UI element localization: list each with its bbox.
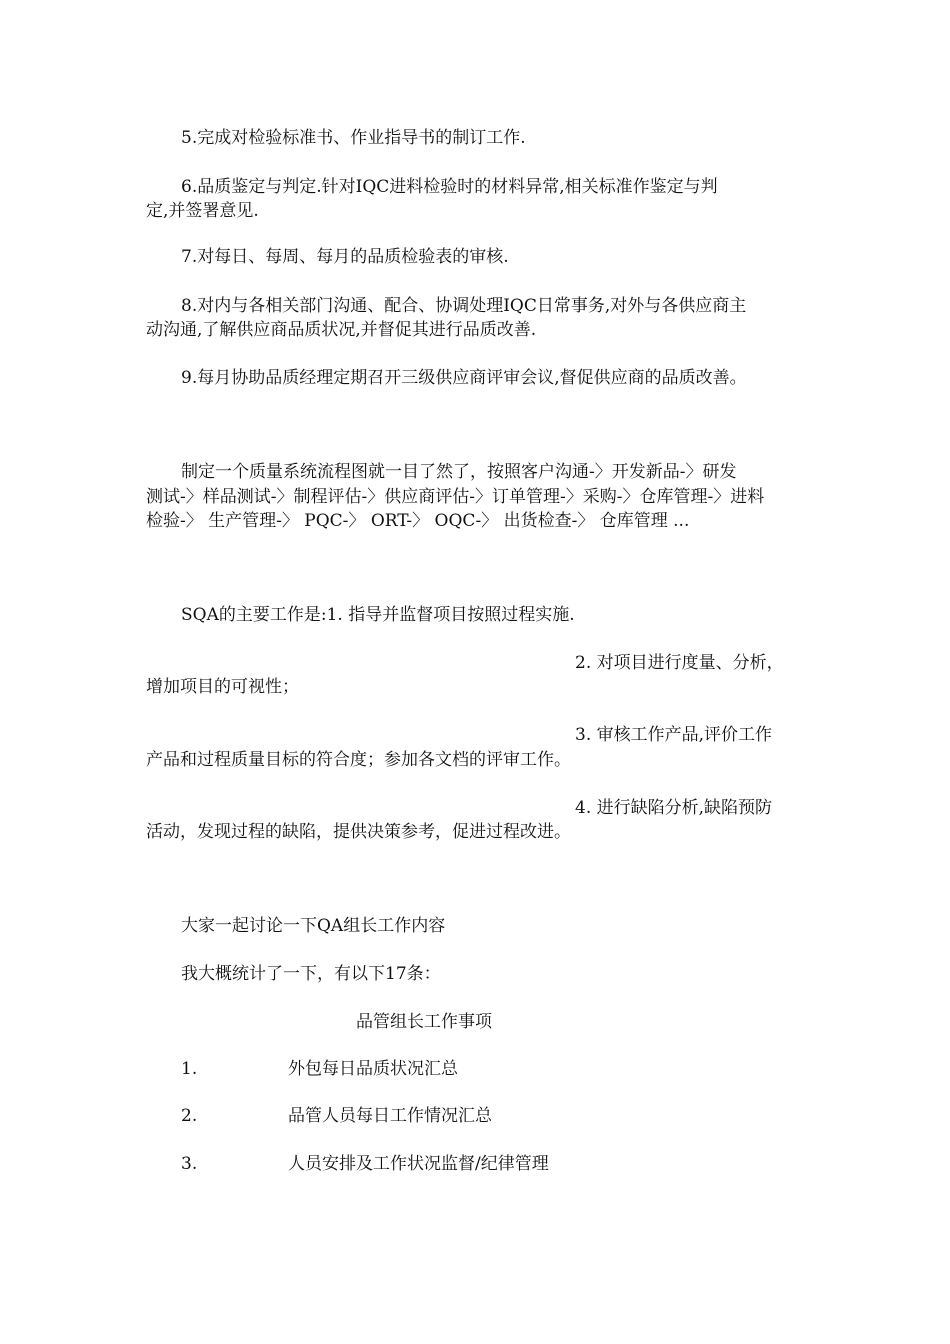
sqa-item-3-line-1: 3. 审核工作产品,评价工作 — [575, 725, 773, 745]
list-item-number: 2. — [181, 1106, 198, 1126]
flow-line-2: 测试-〉样品测试-〉制程评估-〉供应商评估-〉订单管理-〉采购-〉仓库管理-〉进料 — [146, 487, 765, 507]
paragraph-5: 5.完成对检验标准书、作业指导书的制订工作. — [181, 128, 526, 148]
paragraph-8-line-2: 动沟通,了解供应商品质状况,并督促其进行品质改善. — [146, 320, 537, 340]
qa-list-title: 品管组长工作事项 — [356, 1012, 492, 1032]
sqa-item-2-line-1: 2. 对项目进行度量、分析， — [575, 653, 784, 673]
qa-discuss: 大家一起讨论一下QA组长工作内容 — [181, 916, 446, 936]
qa-count: 我大概统计了一下，有以下17条： — [181, 964, 441, 984]
list-item-number: 1. — [181, 1059, 198, 1079]
sqa-item-4-line-2: 活动，发现过程的缺陷，提供决策参考，促进过程改进。 — [146, 822, 571, 842]
paragraph-9: 9.每月协助品质经理定期召开三级供应商评审会议,督促供应商的品质改善。 — [181, 368, 747, 388]
sqa-item-4-line-1: 4. 进行缺陷分析,缺陷预防 — [575, 798, 773, 818]
flow-line-1: 制定一个质量系统流程图就一目了然了，按照客户沟通-〉开发新品-〉研发 — [181, 462, 737, 482]
sqa-intro: SQA的主要工作是:1. 指导并监督项目按照过程实施. — [181, 605, 575, 625]
paragraph-7: 7.对每日、每周、每月的品质检验表的审核. — [181, 247, 509, 267]
list-item-number: 3. — [181, 1154, 198, 1174]
paragraph-8-line-1: 8.对内与各相关部门沟通、配合、协调处理IQC日常事务,对外与各供应商主 — [181, 296, 747, 316]
flow-line-3: 检验-〉 生产管理-〉 PQC-〉 ORT-〉 OQC-〉 出货检查-〉 仓库管理 ... — [146, 511, 690, 531]
sqa-item-3-line-2: 产品和过程质量目标的符合度；参加各文档的评审工作。 — [146, 750, 571, 770]
paragraph-6-line-2: 定,并签署意见. — [146, 201, 259, 221]
sqa-item-2-line-2: 增加项目的可视性； — [146, 677, 299, 697]
list-item-text: 人员安排及工作状况监督/纪律管理 — [288, 1154, 549, 1174]
list-item-text: 外包每日品质状况汇总 — [288, 1059, 458, 1079]
paragraph-6-line-1: 6.品质鉴定与判定.针对IQC进料检验时的材料异常,相关标准作鉴定与判 — [181, 177, 718, 197]
list-item-text: 品管人员每日工作情况汇总 — [288, 1106, 492, 1126]
